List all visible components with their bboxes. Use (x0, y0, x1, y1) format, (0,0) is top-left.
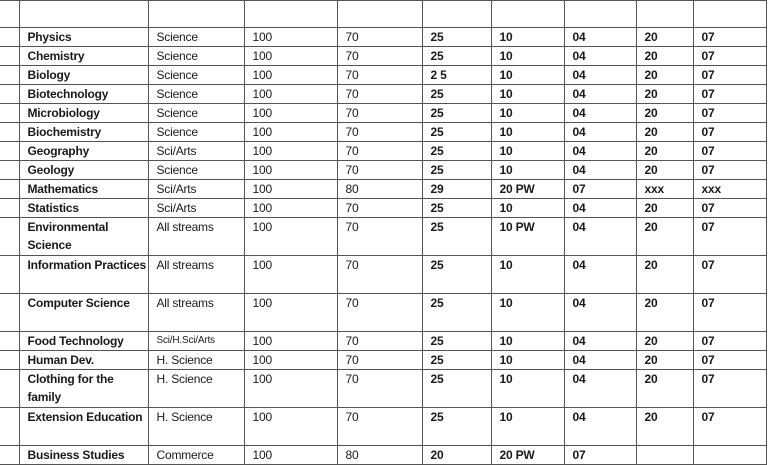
cell-col-7: 04 (564, 294, 636, 332)
cell-total-marks: 100 (244, 218, 337, 256)
margin-cell (0, 123, 19, 142)
cell-total-marks: 100 (244, 123, 337, 142)
table-row (0, 351, 766, 370)
cell-col-9: 07 (693, 85, 766, 104)
cell-col-5: 25 (422, 142, 491, 161)
cell-subject: Human Dev. (19, 351, 148, 370)
margin-cell (0, 142, 19, 161)
margin-cell (0, 294, 19, 332)
cell-subject: Mathematics (19, 180, 148, 199)
cell-total-marks: 100 (244, 446, 337, 465)
margin-cell (0, 370, 19, 408)
cell-col-6: 10 (491, 47, 564, 66)
cell-col-8: 20 (636, 370, 693, 408)
table-row (0, 408, 766, 446)
cell-total-marks: 100 (244, 256, 337, 294)
cell-stream: H. Science (148, 351, 244, 370)
cell-col-7: 04 (564, 85, 636, 104)
cell-col-6: 10 (491, 199, 564, 218)
cell-col-7: 04 (564, 104, 636, 123)
table-row (0, 123, 766, 142)
cell-col-9: 07 (693, 47, 766, 66)
header-row (0, 1, 766, 28)
cell-col-6: 10 (491, 85, 564, 104)
cell-subject: Food Technology (19, 332, 148, 351)
cell-col-9: 07 (693, 199, 766, 218)
cell-col-8: xxx (636, 180, 693, 199)
cell-col-5: 29 (422, 180, 491, 199)
cell-stream: Science (148, 123, 244, 142)
cell-col-6: 10 (491, 332, 564, 351)
cell-stream: Sci/Arts (148, 180, 244, 199)
cell-col-5: 25 (422, 256, 491, 294)
margin-cell (0, 218, 19, 256)
cell-subject: Statistics (19, 199, 148, 218)
cell-stream: All streams (148, 218, 244, 256)
cell-stream: Commerce (148, 446, 244, 465)
cell-theory-marks: 70 (337, 47, 422, 66)
cell-subject: Information Practices (19, 256, 148, 294)
cell-stream: All streams (148, 294, 244, 332)
cell-theory-marks: 70 (337, 142, 422, 161)
cell-col-8: 20 (636, 66, 693, 85)
cell-theory-marks: 70 (337, 218, 422, 256)
cell-total-marks: 100 (244, 199, 337, 218)
cell-col-7: 04 (564, 408, 636, 446)
cell-col-6: 10 (491, 294, 564, 332)
cell-theory-marks: 70 (337, 123, 422, 142)
cell-stream: Science (148, 104, 244, 123)
cell-col-9: 07 (693, 66, 766, 85)
cell-stream: Science (148, 47, 244, 66)
table-row (0, 370, 766, 408)
margin-cell (0, 332, 19, 351)
cell-col-9: 07 (693, 123, 766, 142)
cell-stream: H. Science (148, 370, 244, 408)
cell-col-8 (636, 446, 693, 465)
cell-col-5: 25 (422, 85, 491, 104)
cell-total-marks: 100 (244, 85, 337, 104)
cell-col-6: 10 (491, 370, 564, 408)
cell-stream: Science (148, 66, 244, 85)
cell-stream: H. Science (148, 408, 244, 446)
cell-subject: Biochemistry (19, 123, 148, 142)
margin-cell (0, 161, 19, 180)
cell-total-marks: 100 (244, 332, 337, 351)
cell-col-5: 25 (422, 408, 491, 446)
cell-col-9: xxx (693, 180, 766, 199)
cell-subject: Biotechnology (19, 85, 148, 104)
table-row (0, 199, 766, 218)
header-cell-total-marks (244, 1, 337, 28)
cell-col-6: 10 (491, 123, 564, 142)
cell-col-8: 20 (636, 294, 693, 332)
cell-theory-marks: 70 (337, 294, 422, 332)
cell-theory-marks: 80 (337, 180, 422, 199)
cell-subject: Microbiology (19, 104, 148, 123)
cell-col-7: 04 (564, 66, 636, 85)
cell-total-marks: 100 (244, 408, 337, 446)
cell-theory-marks: 70 (337, 161, 422, 180)
cell-total-marks: 100 (244, 180, 337, 199)
cell-subject: Geology (19, 161, 148, 180)
cell-subject: Geography (19, 142, 148, 161)
table-row (0, 218, 766, 256)
cell-col-6: 10 (491, 66, 564, 85)
cell-col-8: 20 (636, 85, 693, 104)
cell-total-marks: 100 (244, 294, 337, 332)
cell-col-7: 04 (564, 28, 636, 47)
table-row (0, 104, 766, 123)
cell-total-marks: 100 (244, 47, 337, 66)
cell-subject: Physics (19, 28, 148, 47)
cell-total-marks: 100 (244, 351, 337, 370)
table-row (0, 66, 766, 85)
cell-col-5: 25 (422, 161, 491, 180)
cell-col-9: 07 (693, 370, 766, 408)
table-row (0, 180, 766, 199)
cell-col-9: 07 (693, 408, 766, 446)
cell-col-8: 20 (636, 218, 693, 256)
margin-cell (0, 66, 19, 85)
cell-stream: Sci/Arts (148, 142, 244, 161)
cell-col-9 (693, 446, 766, 465)
cell-stream: All streams (148, 256, 244, 294)
cell-col-5: 25 (422, 218, 491, 256)
cell-col-6: 10 (491, 256, 564, 294)
cell-col-9: 07 (693, 142, 766, 161)
cell-subject: Chemistry (19, 47, 148, 66)
cell-subject: Extension Education (19, 408, 148, 446)
header-cell-theory-marks (337, 1, 422, 28)
cell-col-6: 20 PW (491, 180, 564, 199)
cell-col-5: 25 (422, 370, 491, 408)
cell-col-7: 07 (564, 180, 636, 199)
cell-col-8: 20 (636, 104, 693, 123)
cell-theory-marks: 70 (337, 256, 422, 294)
cell-col-5: 25 (422, 28, 491, 47)
header-cell-subject (19, 1, 148, 28)
table-row (0, 161, 766, 180)
table-row (0, 256, 766, 294)
cell-col-9: 07 (693, 351, 766, 370)
cell-total-marks: 100 (244, 142, 337, 161)
margin-cell (0, 199, 19, 218)
margin-cell (0, 180, 19, 199)
cell-theory-marks: 70 (337, 351, 422, 370)
cell-col-7: 04 (564, 256, 636, 294)
cell-theory-marks: 80 (337, 446, 422, 465)
cell-col-7: 04 (564, 370, 636, 408)
cell-stream: Science (148, 161, 244, 180)
cell-total-marks: 100 (244, 370, 337, 408)
cell-col-5: 2 5 (422, 66, 491, 85)
cell-col-7: 07 (564, 446, 636, 465)
cell-col-8: 20 (636, 123, 693, 142)
cell-col-5: 25 (422, 351, 491, 370)
margin-cell (0, 408, 19, 446)
cell-col-6: 10 (491, 408, 564, 446)
cell-col-9: 07 (693, 28, 766, 47)
cell-col-6: 10 PW (491, 218, 564, 256)
table-row (0, 47, 766, 66)
cell-col-7: 04 (564, 351, 636, 370)
cell-col-5: 25 (422, 294, 491, 332)
cell-col-8: 20 (636, 28, 693, 47)
cell-col-7: 04 (564, 123, 636, 142)
cell-theory-marks: 70 (337, 85, 422, 104)
cell-theory-marks: 70 (337, 66, 422, 85)
table-row (0, 294, 766, 332)
cell-col-6: 10 (491, 142, 564, 161)
cell-col-7: 04 (564, 47, 636, 66)
cell-col-6: 10 (491, 161, 564, 180)
cell-col-8: 20 (636, 47, 693, 66)
header-cell-col-7 (564, 1, 636, 28)
cell-theory-marks: 70 (337, 28, 422, 47)
margin-cell (0, 256, 19, 294)
table-row (0, 446, 766, 465)
cell-stream: Sci/H.Sci/Arts (148, 332, 244, 351)
table-row (0, 332, 766, 351)
cell-col-6: 10 (491, 28, 564, 47)
cell-col-8: 20 (636, 199, 693, 218)
cell-col-8: 20 (636, 161, 693, 180)
table-row (0, 28, 766, 47)
cell-stream: Science (148, 28, 244, 47)
cell-col-8: 20 (636, 142, 693, 161)
cell-col-7: 04 (564, 332, 636, 351)
margin-cell (0, 351, 19, 370)
cell-col-9: 07 (693, 256, 766, 294)
margin-cell (0, 85, 19, 104)
cell-total-marks: 100 (244, 104, 337, 123)
cell-col-7: 04 (564, 218, 636, 256)
margin-cell (0, 1, 19, 28)
cell-col-7: 04 (564, 142, 636, 161)
header-cell-stream (148, 1, 244, 28)
cell-stream: Sci/Arts (148, 199, 244, 218)
cell-col-9: 07 (693, 104, 766, 123)
table-row (0, 85, 766, 104)
margin-cell (0, 47, 19, 66)
margin-cell (0, 104, 19, 123)
cell-col-5: 25 (422, 123, 491, 142)
cell-col-5: 25 (422, 47, 491, 66)
cell-col-6: 10 (491, 351, 564, 370)
cell-theory-marks: 70 (337, 199, 422, 218)
cell-theory-marks: 70 (337, 370, 422, 408)
cell-col-5: 25 (422, 104, 491, 123)
cell-col-8: 20 (636, 256, 693, 294)
cell-col-7: 04 (564, 199, 636, 218)
cell-col-5: 25 (422, 332, 491, 351)
cell-subject: Biology (19, 66, 148, 85)
header-cell-col-8 (636, 1, 693, 28)
cell-col-9: 07 (693, 218, 766, 256)
cell-col-9: 07 (693, 294, 766, 332)
cell-stream: Science (148, 85, 244, 104)
cell-theory-marks: 70 (337, 104, 422, 123)
cell-total-marks: 100 (244, 66, 337, 85)
cell-subject: Environmental Science (19, 218, 148, 256)
header-cell-col-6 (491, 1, 564, 28)
table-row (0, 142, 766, 161)
cell-col-8: 20 (636, 332, 693, 351)
cell-col-5: 25 (422, 199, 491, 218)
cell-col-9: 07 (693, 332, 766, 351)
header-cell-col-9 (693, 1, 766, 28)
cell-col-9: 07 (693, 161, 766, 180)
cell-subject: Clothing for the family (19, 370, 148, 408)
margin-cell (0, 28, 19, 47)
cell-subject: Business Studies (19, 446, 148, 465)
cell-total-marks: 100 (244, 28, 337, 47)
cell-theory-marks: 70 (337, 408, 422, 446)
cell-theory-marks: 70 (337, 332, 422, 351)
cell-col-5: 20 (422, 446, 491, 465)
cell-col-7: 04 (564, 161, 636, 180)
margin-cell (0, 446, 19, 465)
cell-subject: Computer Science (19, 294, 148, 332)
cell-col-8: 20 (636, 408, 693, 446)
cell-col-8: 20 (636, 351, 693, 370)
cell-col-6: 10 (491, 104, 564, 123)
cell-col-6: 20 PW (491, 446, 564, 465)
header-cell-col-5 (422, 1, 491, 28)
cell-total-marks: 100 (244, 161, 337, 180)
